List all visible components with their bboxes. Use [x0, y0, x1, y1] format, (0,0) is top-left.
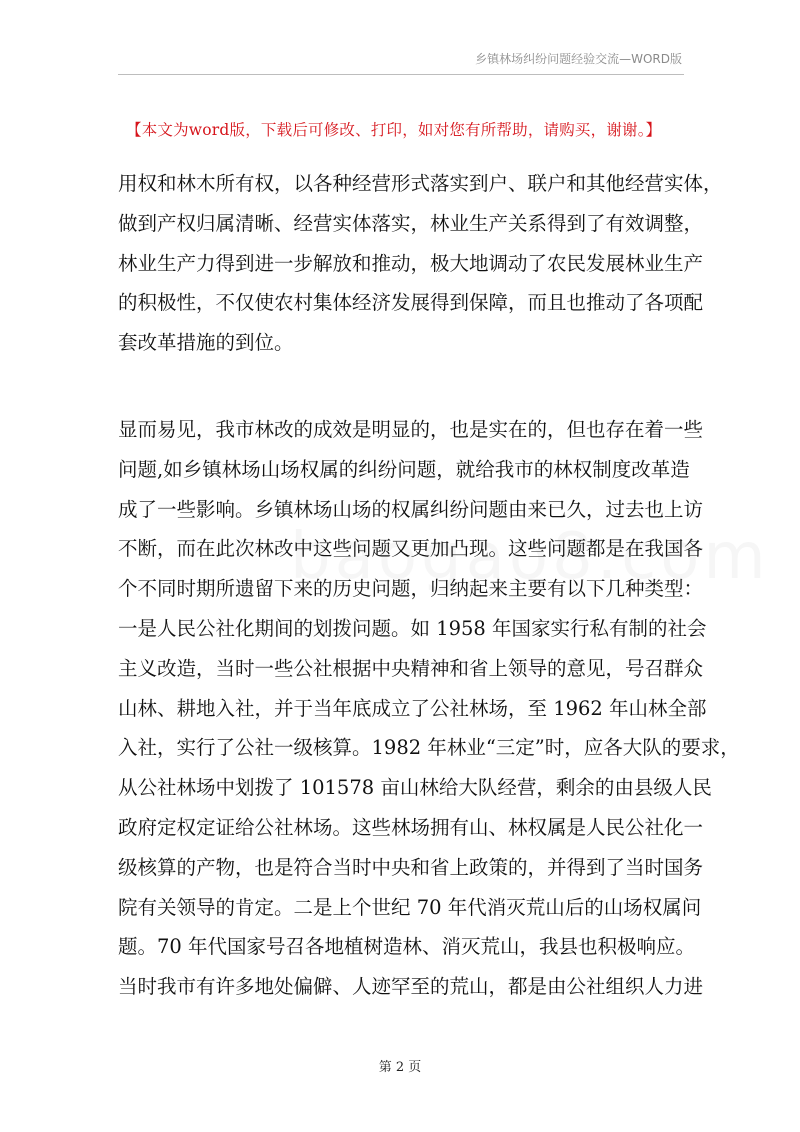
- text-line: 院有关领导的肯定。二是上个世纪 70 年代消灭荒山后的山场权属问: [118, 895, 702, 919]
- text-line: 问题,如乡镇林场山场权属的纠纷问题，就给我市的林权制度改革造: [118, 457, 690, 481]
- running-header: 乡镇林场纠纷问题经验交流—WORD版: [475, 52, 682, 66]
- text-line: 级核算的产物，也是符合当时中央和省上政策的，并得到了当时国务: [118, 855, 704, 879]
- text-line: 成了一些影响。乡镇林场山场的权属纠纷问题由来已久，过去也上访: [118, 497, 704, 521]
- text-line: 林业生产力得到进一步解放和推动，极大地调动了农民发展林业生产: [118, 251, 704, 275]
- text-line: 主义改造，当时一些公社根据中央精神和省上领导的意见，号召群众: [118, 656, 704, 680]
- body-paragraph-1: [118, 164, 723, 363]
- text-line: 一是人民公社化期间的划拨问题。如 1958 年国家实行私有制的社会: [118, 616, 707, 640]
- text-line: 个不同时期所遗留下来的历史问题，归纳起来主要有以下几种类型：: [118, 577, 704, 601]
- text-line: 入社，实行了公社一级核算。1982 年林业“三定”时，应各大队的要求，: [118, 736, 740, 760]
- text-line: 从公社林场中划拨了 101578 亩山林给大队经营，剩余的由县级人民: [118, 776, 712, 800]
- text-line: 做到产权归属清晰、经营实体落实，林业生产关系得到了有效调整，: [118, 211, 704, 235]
- text-line: 套改革措施的到位。: [118, 331, 294, 355]
- header-divider: [118, 74, 684, 75]
- text-line: 用权和林木所有权，以各种经营形式落实到户、联户和其他经营实体，: [118, 172, 723, 195]
- text-line: 山林、耕地入社，并于当年底成立了公社林场，至 1962 年山林全部: [118, 696, 707, 720]
- text-line: 政府定权定证给公社林场。这些林场拥有山、林权属是人民公社化一: [118, 815, 704, 839]
- text-line: 当时我市有许多地处偏僻、人迹罕至的荒山，都是由公社组织人力进: [118, 975, 704, 999]
- text-line: 的积极性，不仅使农村集体经济发展得到保障，而且也推动了各项配: [118, 291, 704, 315]
- text-line: 不断，而在此次林改中这些问题又更加凸现。这些问题都是在我国各: [118, 537, 704, 561]
- body-paragraph-2: [118, 410, 740, 1007]
- page-number: 第 2 页: [378, 1060, 422, 1075]
- text-line: 显而易见，我市林改的成效是明显的，也是实在的，但也存在着一些: [118, 418, 704, 441]
- text-line: 题。70 年代国家号召各地植树造林、消灭荒山，我县也积极响应。: [118, 935, 696, 959]
- download-notice: 【本文为word版，下载后可修改、打印，如对您有所帮助，请购买，谢谢。】: [126, 121, 662, 139]
